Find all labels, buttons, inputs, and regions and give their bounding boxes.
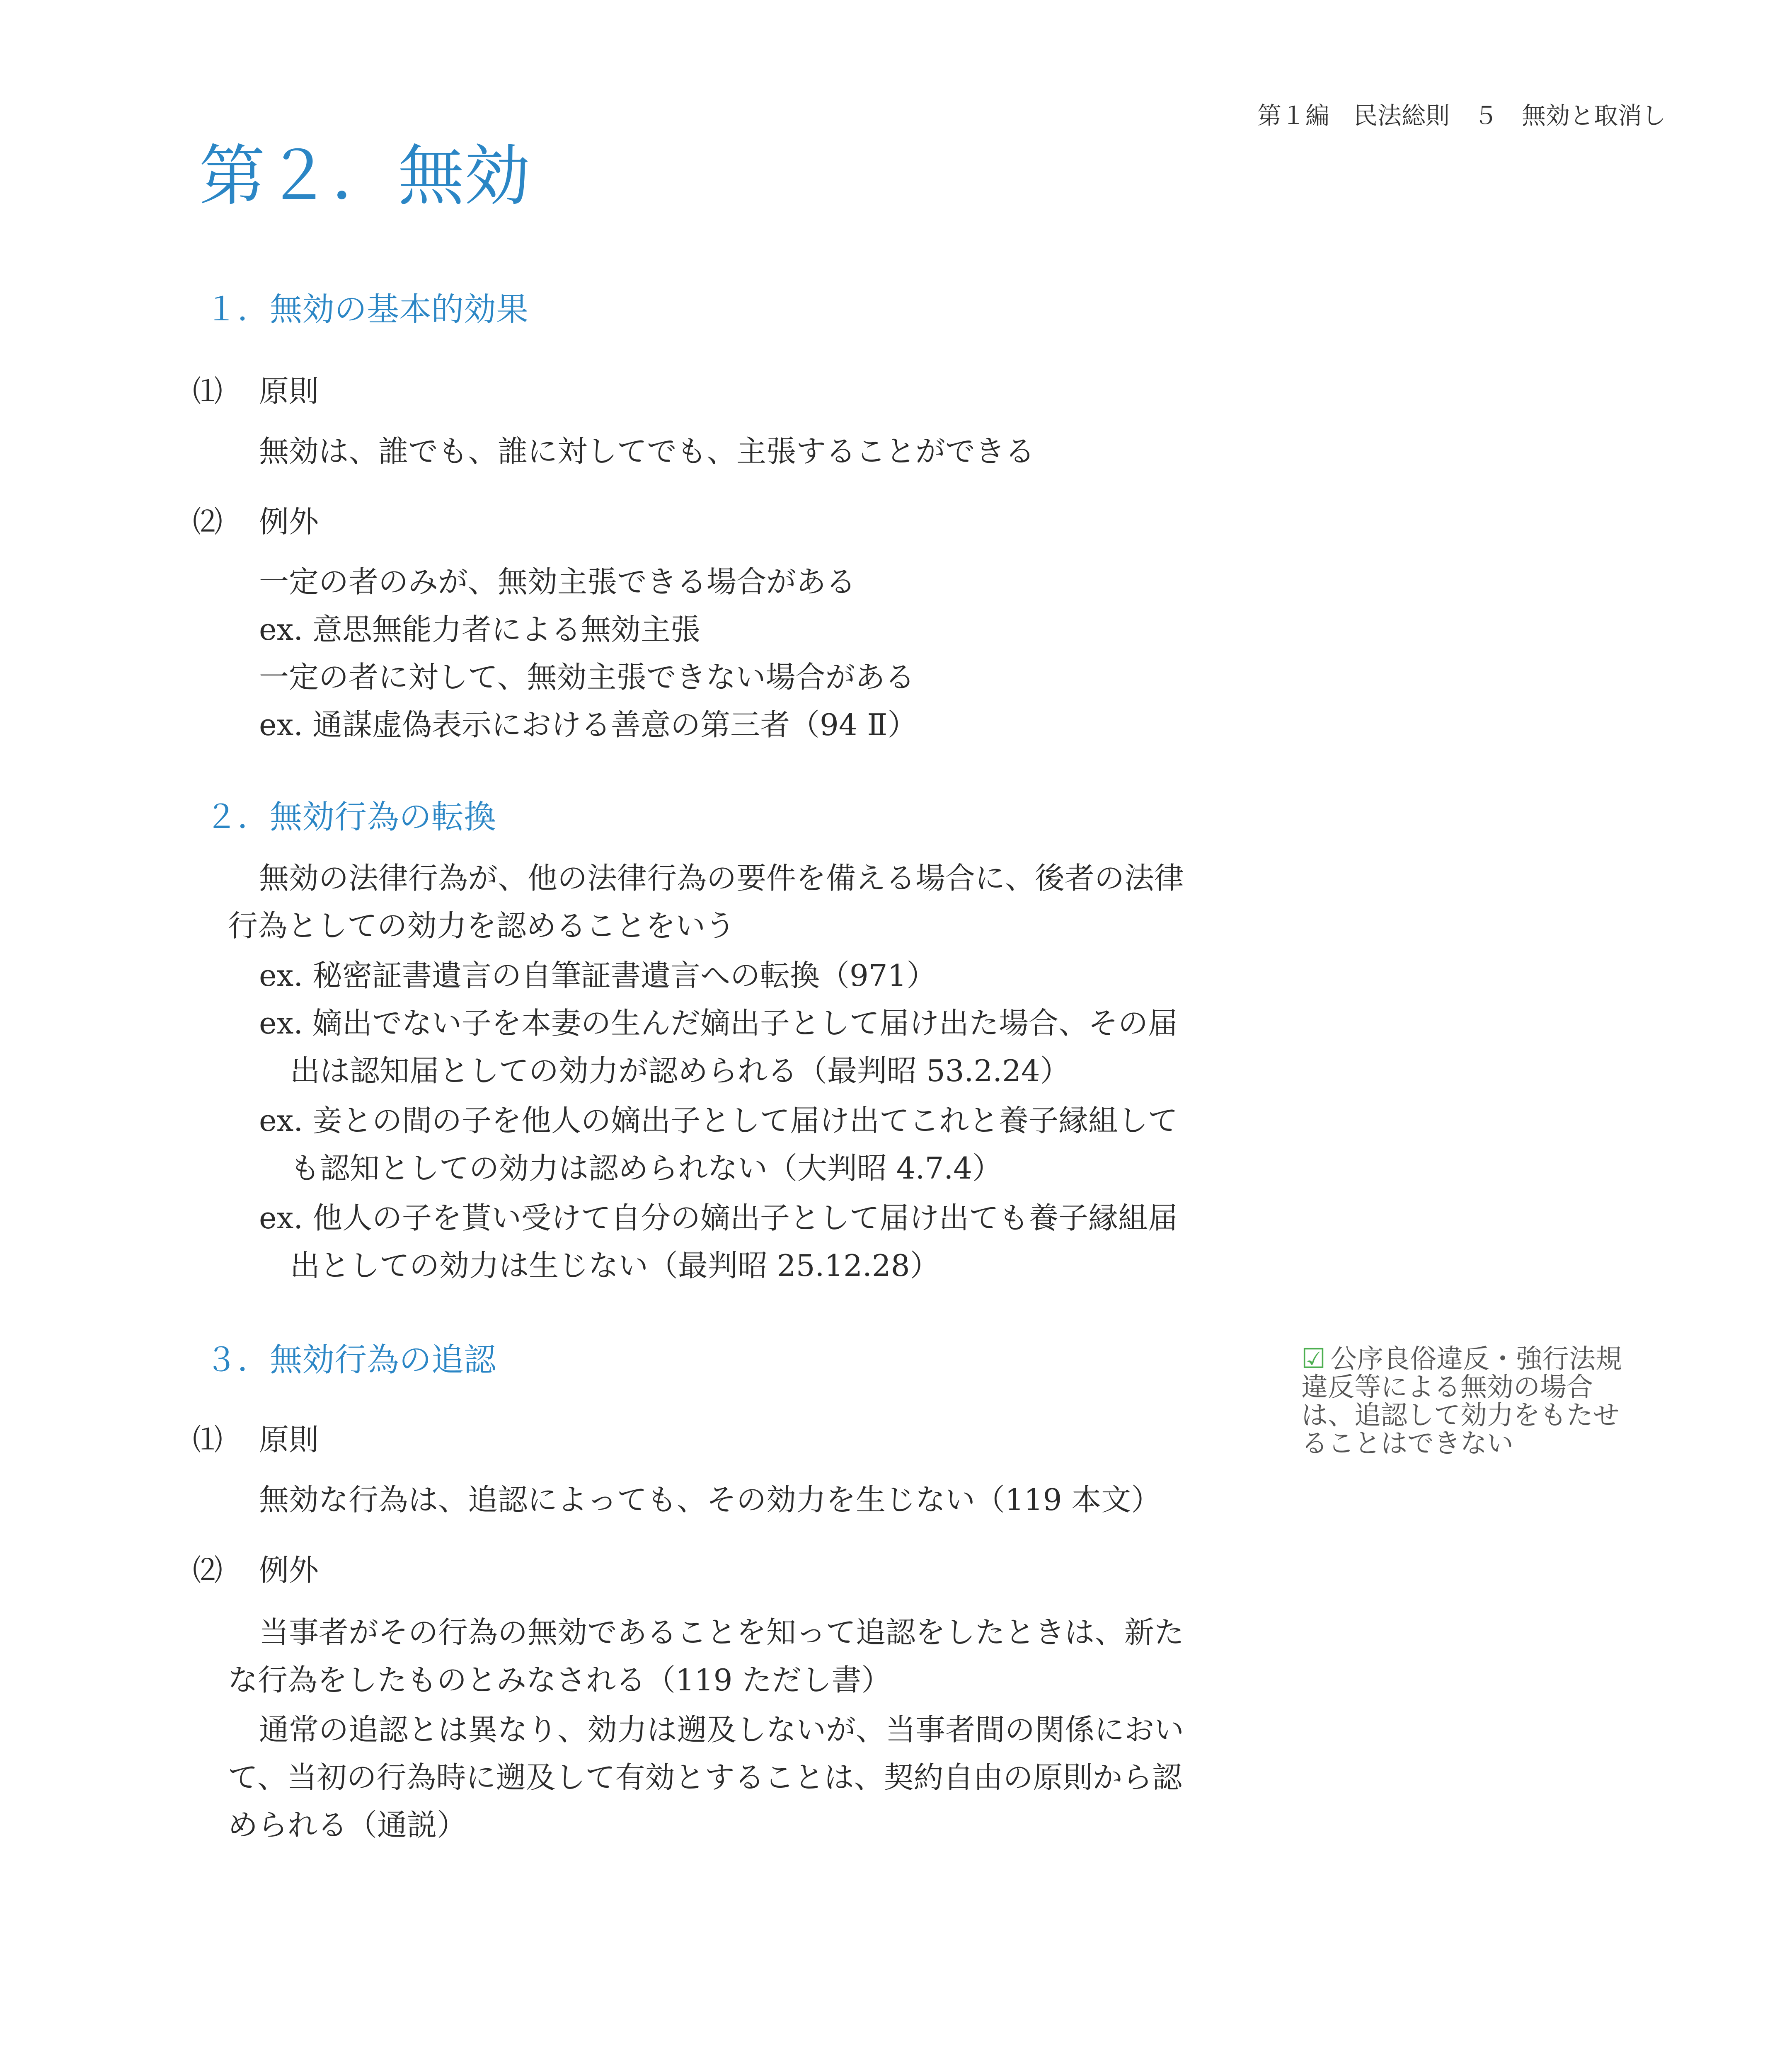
body-line: ex. 嫡出でない子を本妻の生んだ嫡出子として届け出た場合、その届 — [259, 1006, 1178, 1041]
body-line: 出としての効力は生じない（最判昭 25.12.28） — [290, 1248, 940, 1283]
subhead-number: ⑵ — [193, 504, 223, 539]
exception-line: 当事者がその行為の無効であることを知って追認をしたときは、新た — [259, 1615, 1184, 1650]
subhead-label: 例外 — [259, 1553, 319, 1588]
sidebar-line: ☑ 公序良俗違反・強行法規 — [1301, 1343, 1622, 1375]
exception-line: て、当初の行為時に遡及して有効とすることは、契約自由の原則から認 — [228, 1760, 1182, 1795]
subhead-number: ⑴ — [193, 1422, 223, 1457]
section-heading-1: １．無効の基本的効果 — [205, 291, 529, 328]
exception-line: められる（通説） — [228, 1808, 467, 1842]
subhead-exception-1 — [193, 504, 319, 539]
section-heading-2: ２．無効行為の転換 — [205, 799, 496, 836]
body-line: 無効の法律行為が、他の法律行為の要件を備える場合に、後者の法律 — [259, 861, 1184, 896]
principle-text-3: 無効な行為は、追認によっても、その効力を生じない（119 本文） — [259, 1482, 1161, 1517]
body-line: 行為としての効力を認めることをいう — [228, 908, 736, 943]
sidebar-line: 違反等による無効の場合 — [1301, 1372, 1593, 1403]
exception-line: 通常の追認とは異なり、効力は遡及しないが、当事者間の関係におい — [259, 1712, 1184, 1747]
body-line: も認知としての効力は認められない（大判昭 4.7.4） — [290, 1151, 1002, 1186]
exception-line: ex. 意思無能力者による無効主張 — [259, 612, 700, 647]
body-line: 出は認知届としての効力が認められる（最判昭 53.2.24） — [290, 1053, 1070, 1088]
body-line: ex. 秘密証書遺言の自筆証書遺言への転換（971） — [259, 958, 937, 993]
sidebar-line: は、追認して効力をもたせ — [1301, 1400, 1620, 1431]
page-title: 第２．無効 — [199, 137, 531, 215]
checkbox-icon: ☑ — [1301, 1343, 1326, 1375]
subhead-exception-3 — [193, 1553, 319, 1588]
section-heading-3: ３．無効行為の追認 — [205, 1341, 496, 1379]
exception-line: 一定の者のみが、無効主張できる場合がある — [259, 564, 856, 599]
subhead-label: 例外 — [259, 504, 319, 539]
exception-line: 一定の者に対して、無効主張できない場合がある — [259, 660, 915, 695]
exception-line: な行為をしたものとみなされる（119 ただし書） — [228, 1663, 891, 1697]
body-line: ex. 妾との間の子を他人の嫡出子として届け出てこれと養子縁組して — [259, 1103, 1178, 1138]
exception-line: ex. 通謀虚偽表示における善意の第三者（94 Ⅱ） — [259, 707, 918, 742]
running-header: 第１編 民法総則 ５ 無効と取消し — [1257, 102, 1666, 130]
subhead-principle-1 — [193, 374, 319, 409]
subhead-number: ⑴ — [193, 374, 223, 409]
sidebar-note — [1301, 1345, 1666, 1458]
subhead-label: 原則 — [259, 1422, 319, 1457]
sidebar-line: ることはできない — [1301, 1428, 1513, 1459]
subhead-principle-3 — [193, 1422, 319, 1457]
subhead-number: ⑵ — [193, 1553, 223, 1588]
subhead-label: 原則 — [259, 374, 319, 409]
principle-text-1: 無効は、誰でも、誰に対してでも、主張することができる — [259, 434, 1035, 469]
body-line: ex. 他人の子を貰い受けて自分の嫡出子として届け出ても養子縁組届 — [259, 1201, 1178, 1235]
